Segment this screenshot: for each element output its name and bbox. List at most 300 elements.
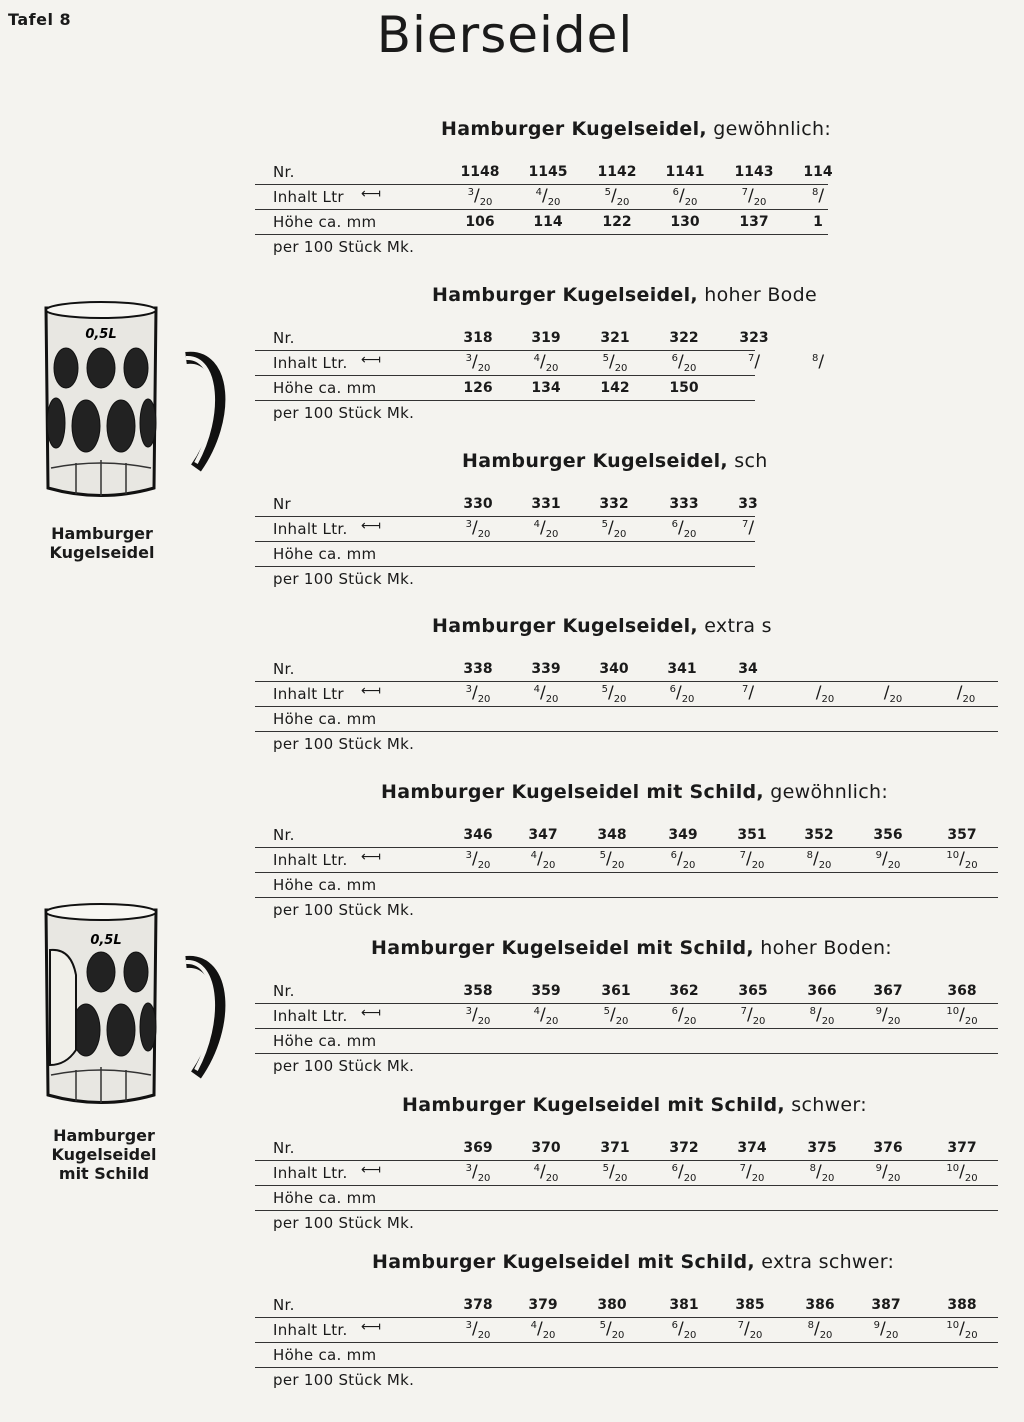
fraction-numerator: 5 xyxy=(601,519,608,530)
fraction-numerator: 6 xyxy=(669,684,676,695)
capacity-fraction xyxy=(448,518,508,540)
capacity-fraction xyxy=(513,849,573,871)
fraction-numerator: 6 xyxy=(672,187,679,198)
fraction-numerator: 7 xyxy=(739,1163,746,1174)
fraction-numerator: 3 xyxy=(465,1006,472,1017)
item-number: 34 xyxy=(738,661,758,677)
fraction-denominator: 20 xyxy=(681,694,695,705)
height-value: 1 xyxy=(813,214,823,230)
fraction-slash: / xyxy=(881,1005,888,1025)
fraction-slash: / xyxy=(677,518,684,538)
item-number: 374 xyxy=(737,1140,767,1156)
item-number: 331 xyxy=(531,496,561,512)
fraction-denominator: 20 xyxy=(818,860,832,871)
item-number: 346 xyxy=(463,827,493,843)
item-number: 387 xyxy=(871,1297,901,1313)
fraction-denominator: 20 xyxy=(753,197,767,208)
item-number: 330 xyxy=(463,496,493,512)
capacity-fraction xyxy=(654,518,714,540)
fraction-denominator: 20 xyxy=(683,1173,697,1184)
height-value: 130 xyxy=(670,214,700,230)
item-number: 380 xyxy=(597,1297,627,1313)
capacity-fraction xyxy=(450,186,510,208)
capacity-fraction xyxy=(858,1005,918,1027)
fraction-slash: / xyxy=(605,849,612,869)
fraction-numerator: 3 xyxy=(465,850,472,861)
fraction-slash: / xyxy=(815,683,822,703)
row-label: Inhalt Ltr xyxy=(273,188,344,206)
capacity-fraction xyxy=(516,352,576,374)
fraction-slash: / xyxy=(536,1319,543,1339)
fraction-numerator: 4 xyxy=(533,1163,540,1174)
row-label: Nr. xyxy=(273,982,295,1000)
fraction-slash: / xyxy=(471,1162,478,1182)
row-label: Inhalt Ltr. xyxy=(273,851,348,869)
capacity-fraction xyxy=(720,1319,780,1341)
capacity-fraction xyxy=(795,683,855,705)
capacity-fraction xyxy=(448,1319,508,1341)
capacity-fraction xyxy=(724,186,784,208)
item-number: 340 xyxy=(599,661,629,677)
item-number: 385 xyxy=(735,1297,765,1313)
fraction-numerator: 5 xyxy=(599,1320,606,1331)
measure-arrow-icon: ⟻ xyxy=(361,518,382,534)
fraction-slash: / xyxy=(813,1319,820,1339)
section-title-bold: Hamburger Kugelseidel mit Schild, xyxy=(402,1094,785,1116)
capacity-fraction xyxy=(448,1162,508,1184)
capacity-fraction xyxy=(654,1162,714,1184)
item-number: 351 xyxy=(737,827,767,843)
item-number: 333 xyxy=(669,496,699,512)
capacity-fraction xyxy=(516,518,576,540)
fraction-slash: / xyxy=(471,683,478,703)
fraction-slash: / xyxy=(539,352,546,372)
capacity-fraction xyxy=(863,683,923,705)
fraction-numerator: 3 xyxy=(465,353,472,364)
fraction-denominator: 20 xyxy=(547,197,561,208)
section-title xyxy=(432,284,817,306)
fraction-denominator: 20 xyxy=(684,197,698,208)
fraction-numerator: 5 xyxy=(603,1006,610,1017)
table-row-preis xyxy=(255,732,998,757)
section-title-bold: Hamburger Kugelseidel, xyxy=(462,450,728,472)
item-number: 358 xyxy=(463,983,493,999)
fraction-slash: / xyxy=(539,518,546,538)
fraction-slash: / xyxy=(608,352,615,372)
row-label: Höhe ca. mm xyxy=(273,1346,377,1364)
capacity-fraction xyxy=(587,186,647,208)
section-title-bold: Hamburger Kugelseidel mit Schild, xyxy=(381,781,764,803)
table-row-hoehe xyxy=(255,1029,998,1054)
height-value: 106 xyxy=(465,214,495,230)
item-number: 357 xyxy=(947,827,977,843)
fraction-numerator: 4 xyxy=(530,1320,537,1331)
fraction-numerator: 5 xyxy=(601,684,608,695)
section-title-bold: Hamburger Kugelseidel mit Schild, xyxy=(372,1251,755,1273)
section-title xyxy=(402,1094,867,1116)
fraction-denominator: 20 xyxy=(964,1330,978,1341)
fraction-denominator: 20 xyxy=(819,1330,833,1341)
fraction-numerator: 7 xyxy=(741,684,749,695)
fraction-denominator: 20 xyxy=(611,860,625,871)
capacity-fraction xyxy=(585,352,645,374)
table-row-hoehe xyxy=(255,873,998,898)
fraction-slash: / xyxy=(959,849,965,869)
fraction-denominator: 20 xyxy=(885,1330,899,1341)
height-value: 122 xyxy=(602,214,632,230)
fraction-slash: / xyxy=(883,683,890,703)
capacity-fraction xyxy=(936,683,996,705)
price-table-section xyxy=(0,284,1024,444)
price-table-section xyxy=(0,118,1024,278)
capacity-fraction xyxy=(932,1319,992,1341)
fraction-denominator: 20 xyxy=(964,1173,978,1184)
fraction-denominator: 20 xyxy=(614,363,628,374)
item-number: 367 xyxy=(873,983,903,999)
height-value: 134 xyxy=(531,380,561,396)
fraction-numerator: 6 xyxy=(671,1006,678,1017)
item-number: 321 xyxy=(600,330,630,346)
fraction-denominator: 20 xyxy=(545,1173,559,1184)
price-table-section xyxy=(0,1094,1024,1254)
price-table-section xyxy=(0,1251,1024,1411)
fraction-slash: / xyxy=(818,186,825,206)
caption-line: Hamburger xyxy=(51,524,153,543)
item-number: 323 xyxy=(739,330,769,346)
capacity-fraction xyxy=(792,1005,852,1027)
table-row-hoehe xyxy=(255,707,998,732)
fraction-numerator: 7 xyxy=(740,1006,747,1017)
fraction-numerator: 9 xyxy=(873,1320,880,1331)
capacity-fraction xyxy=(448,352,508,374)
section-title xyxy=(432,615,772,637)
item-number: 341 xyxy=(667,661,697,677)
fraction-denominator: 20 xyxy=(477,363,491,374)
fraction-denominator: 20 xyxy=(477,1173,491,1184)
mug-label-text: 0,5L xyxy=(85,327,117,342)
capacity-fraction xyxy=(516,1162,576,1184)
row-label: Inhalt Ltr. xyxy=(273,1164,348,1182)
fraction-denominator: 20 xyxy=(545,529,559,540)
fraction-denominator: 20 xyxy=(821,1016,835,1027)
fraction-denominator: 20 xyxy=(611,1330,625,1341)
price-table-section xyxy=(0,450,1024,610)
fraction-numerator: 4 xyxy=(533,684,540,695)
fraction-denominator: 20 xyxy=(683,1016,697,1027)
row-label: Nr. xyxy=(273,163,295,181)
fraction-numerator: 7 xyxy=(741,187,748,198)
item-number: 1142 xyxy=(597,164,637,180)
capacity-fraction xyxy=(789,849,849,871)
item-number: 114 xyxy=(803,164,833,180)
item-number: 379 xyxy=(528,1297,558,1313)
measure-arrow-icon: ⟻ xyxy=(361,352,382,368)
item-number: 361 xyxy=(601,983,631,999)
fraction-slash: / xyxy=(881,849,888,869)
table-row-preis xyxy=(255,1368,998,1393)
measure-arrow-icon: ⟻ xyxy=(361,1319,382,1335)
fraction-denominator: 20 xyxy=(751,1173,765,1184)
row-label: per 100 Stück Mk. xyxy=(273,901,415,919)
fraction-slash: / xyxy=(881,1162,888,1182)
height-value: 137 xyxy=(739,214,769,230)
capacity-fraction xyxy=(724,352,784,374)
item-number: 332 xyxy=(599,496,629,512)
row-label: Höhe ca. mm xyxy=(273,545,377,563)
fraction-slash: / xyxy=(536,849,543,869)
capacity-fraction xyxy=(448,683,508,705)
item-number: 365 xyxy=(738,983,768,999)
capacity-fraction xyxy=(516,683,576,705)
fraction-slash: / xyxy=(754,352,761,372)
fraction-slash: / xyxy=(745,849,752,869)
caption-line: Kugelseidel xyxy=(51,1145,157,1164)
capacity-fraction xyxy=(586,1005,646,1027)
row-label: Nr. xyxy=(273,660,295,678)
fraction-numerator: 10 xyxy=(946,850,960,861)
fraction-denominator: 20 xyxy=(682,860,696,871)
item-number: 368 xyxy=(947,983,977,999)
item-number: 356 xyxy=(873,827,903,843)
item-number: 347 xyxy=(528,827,558,843)
row-label: Nr. xyxy=(273,826,295,844)
fraction-slash: / xyxy=(959,1319,965,1339)
fraction-slash: / xyxy=(879,1319,886,1339)
row-label: per 100 Stück Mk. xyxy=(273,1371,415,1389)
caption-line: Hamburger xyxy=(53,1126,155,1145)
item-number: 375 xyxy=(807,1140,837,1156)
row-label: per 100 Stück Mk. xyxy=(273,1057,415,1075)
row-label: Nr. xyxy=(273,329,295,347)
section-title-bold: Hamburger Kugelseidel, xyxy=(432,615,698,637)
page-title: Bierseidel xyxy=(376,6,634,64)
capacity-fraction xyxy=(722,1162,782,1184)
item-number: 369 xyxy=(463,1140,493,1156)
fraction-denominator: 20 xyxy=(683,529,697,540)
fraction-slash: / xyxy=(471,849,478,869)
capacity-fraction xyxy=(513,1319,573,1341)
capacity-fraction xyxy=(718,683,778,705)
height-value: 142 xyxy=(600,380,630,396)
page-number-label: Tafel 8 xyxy=(8,10,72,29)
item-number: 348 xyxy=(597,827,627,843)
section-title xyxy=(462,450,768,472)
item-number: 1143 xyxy=(734,164,774,180)
fraction-denominator: 20 xyxy=(542,860,556,871)
fraction-slash: / xyxy=(675,683,682,703)
height-value: 126 xyxy=(463,380,493,396)
section-title-bold: Hamburger Kugelseidel, xyxy=(432,284,698,306)
item-number: 362 xyxy=(669,983,699,999)
fraction-slash: / xyxy=(678,186,685,206)
fraction-slash: / xyxy=(743,1319,750,1339)
fraction-numerator: 10 xyxy=(946,1163,960,1174)
fraction-numerator: 8 xyxy=(811,353,819,364)
fraction-slash: / xyxy=(812,849,819,869)
row-label: Inhalt Ltr xyxy=(273,685,344,703)
fraction-slash: / xyxy=(539,1005,546,1025)
fraction-slash: / xyxy=(608,1162,615,1182)
fraction-slash: / xyxy=(471,1319,478,1339)
item-number: 378 xyxy=(463,1297,493,1313)
row-label: Höhe ca. mm xyxy=(273,710,377,728)
capacity-fraction xyxy=(792,1162,852,1184)
fraction-denominator: 20 xyxy=(889,694,903,705)
capacity-fraction xyxy=(858,1162,918,1184)
item-number: 349 xyxy=(668,827,698,843)
table-row-preis xyxy=(255,401,755,426)
fraction-numerator: 3 xyxy=(465,519,472,530)
fraction-denominator: 20 xyxy=(962,694,976,705)
fraction-denominator: 20 xyxy=(616,197,630,208)
item-number: 322 xyxy=(669,330,699,346)
price-table-section xyxy=(0,615,1024,775)
section-title-bold: Hamburger Kugelseidel mit Schild, xyxy=(371,937,754,959)
capacity-fraction xyxy=(932,1162,992,1184)
capacity-fraction xyxy=(518,186,578,208)
item-number: 381 xyxy=(669,1297,699,1313)
capacity-fraction xyxy=(788,352,848,374)
section-title-rest: hoher Boden: xyxy=(760,937,892,959)
capacity-fraction xyxy=(856,1319,916,1341)
capacity-fraction xyxy=(722,849,782,871)
fraction-slash: / xyxy=(605,1319,612,1339)
item-number: 352 xyxy=(804,827,834,843)
row-label: Höhe ca. mm xyxy=(273,1032,377,1050)
fraction-denominator: 20 xyxy=(613,694,627,705)
section-title xyxy=(372,1251,894,1273)
fraction-numerator: 8 xyxy=(807,1320,814,1331)
section-title-rest: extra s xyxy=(704,615,772,637)
row-label: Höhe ca. mm xyxy=(273,876,377,894)
fraction-slash: / xyxy=(607,683,614,703)
fraction-slash: / xyxy=(815,1162,822,1182)
fraction-slash: / xyxy=(676,849,683,869)
fraction-numerator: 5 xyxy=(599,850,606,861)
fraction-denominator: 20 xyxy=(751,860,765,871)
fraction-denominator: 20 xyxy=(479,197,493,208)
fraction-numerator: 5 xyxy=(604,187,611,198)
fraction-denominator: 20 xyxy=(477,860,491,871)
fraction-numerator: 6 xyxy=(671,519,678,530)
capacity-fraction xyxy=(654,1005,714,1027)
item-number: 1141 xyxy=(665,164,705,180)
item-number: 371 xyxy=(600,1140,630,1156)
row-label: Inhalt Ltr. xyxy=(273,1321,348,1339)
section-title xyxy=(381,781,888,803)
table-row-preis xyxy=(255,898,998,923)
item-number: 338 xyxy=(463,661,493,677)
fraction-numerator: 4 xyxy=(533,353,540,364)
fraction-denominator: 20 xyxy=(752,1016,766,1027)
capacity-fraction xyxy=(788,186,848,208)
fraction-denominator: 20 xyxy=(614,1173,628,1184)
fraction-slash: / xyxy=(473,186,480,206)
fraction-numerator: 10 xyxy=(946,1006,960,1017)
fraction-denominator: 20 xyxy=(749,1330,763,1341)
fraction-numerator: 3 xyxy=(465,684,472,695)
section-title-rest: schwer: xyxy=(791,1094,867,1116)
table-row-hoehe xyxy=(255,542,755,567)
fraction-slash: / xyxy=(748,518,755,538)
row-label: per 100 Stück Mk. xyxy=(273,404,415,422)
section-title-rest: extra schwer: xyxy=(761,1251,895,1273)
section-title-rest: gewöhnlich: xyxy=(713,118,832,140)
capacity-fraction xyxy=(653,849,713,871)
caption-line: mit Schild xyxy=(58,1164,150,1183)
fraction-denominator: 20 xyxy=(545,694,559,705)
row-label: per 100 Stück Mk. xyxy=(273,735,415,753)
item-number: 377 xyxy=(947,1140,977,1156)
fraction-slash: / xyxy=(818,352,825,372)
fraction-numerator: 5 xyxy=(602,353,609,364)
row-label: Nr. xyxy=(273,1296,295,1314)
mug-label-text: 0,5L xyxy=(90,933,122,948)
fraction-slash: / xyxy=(609,1005,616,1025)
table-row-preis xyxy=(255,1054,998,1079)
row-label: Inhalt Ltr. xyxy=(273,1007,348,1025)
table-row-preis xyxy=(255,567,755,592)
fraction-slash: / xyxy=(677,1005,684,1025)
fraction-slash: / xyxy=(539,683,546,703)
row-label: per 100 Stück Mk. xyxy=(273,1214,415,1232)
capacity-fraction xyxy=(448,1005,508,1027)
capacity-fraction xyxy=(654,1319,714,1341)
table-row-preis xyxy=(255,235,828,260)
row-label: Nr xyxy=(273,495,291,513)
item-number: 388 xyxy=(947,1297,977,1313)
height-value: 150 xyxy=(669,380,699,396)
fraction-slash: / xyxy=(539,1162,546,1182)
row-label: Höhe ca. mm xyxy=(273,213,377,231)
item-number: 1148 xyxy=(460,164,500,180)
fraction-slash: / xyxy=(471,518,478,538)
item-number: 359 xyxy=(531,983,561,999)
fraction-numerator: 7 xyxy=(739,850,746,861)
fraction-slash: / xyxy=(677,352,684,372)
item-number: 33 xyxy=(738,496,758,512)
fraction-slash: / xyxy=(541,186,548,206)
fraction-numerator: 7 xyxy=(747,353,755,364)
section-title-rest: sch xyxy=(734,450,768,472)
fraction-numerator: 5 xyxy=(602,1163,609,1174)
fraction-denominator: 20 xyxy=(887,1173,901,1184)
measure-arrow-icon: ⟻ xyxy=(361,849,382,865)
fraction-slash: / xyxy=(956,683,963,703)
item-number: 1145 xyxy=(528,164,568,180)
fraction-numerator: 6 xyxy=(670,850,677,861)
capacity-fraction xyxy=(516,1005,576,1027)
fraction-slash: / xyxy=(677,1162,684,1182)
capacity-fraction xyxy=(582,849,642,871)
price-table-section xyxy=(0,937,1024,1097)
fraction-numerator: 6 xyxy=(671,353,678,364)
capacity-fraction xyxy=(790,1319,850,1341)
capacity-fraction xyxy=(585,1162,645,1184)
row-label: Inhalt Ltr. xyxy=(273,354,348,372)
capacity-fraction xyxy=(652,683,712,705)
section-title xyxy=(441,118,831,140)
capacity-fraction xyxy=(932,849,992,871)
fraction-numerator: 8 xyxy=(811,187,819,198)
fraction-slash: / xyxy=(748,683,755,703)
row-label: Höhe ca. mm xyxy=(273,1189,377,1207)
measure-arrow-icon: ⟻ xyxy=(361,186,382,202)
section-title-rest: gewöhnlich: xyxy=(770,781,889,803)
fraction-numerator: 4 xyxy=(535,187,542,198)
item-number: 339 xyxy=(531,661,561,677)
fraction-numerator: 4 xyxy=(533,1006,540,1017)
